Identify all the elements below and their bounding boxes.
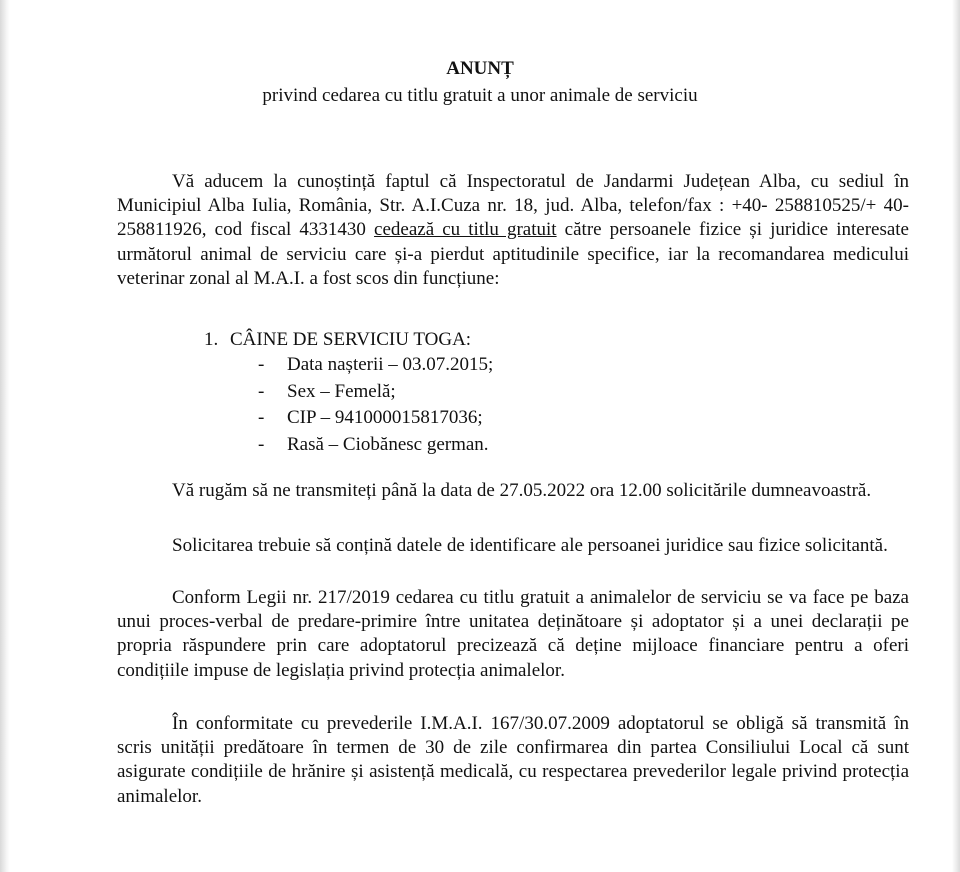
dog-list-heading	[204, 328, 471, 352]
list-item-text: Sex – Femelă;	[287, 380, 396, 402]
document-subtitle: privind cedarea cu titlu gratuit a unor animale de serviciu	[262, 85, 698, 106]
dash-bullet: -	[258, 380, 265, 402]
dog-heading-text: CÂINE DE SERVICIU TOGA:	[230, 329, 472, 350]
page-left-shadow	[0, 0, 10, 872]
dash-bullet: -	[258, 354, 265, 375]
page-right-shadow	[952, 0, 960, 872]
document-title: ANUNȚ	[446, 58, 514, 79]
list-number: 1.	[204, 329, 219, 350]
list-item-breed	[258, 432, 493, 459]
dash-bullet: -	[258, 433, 265, 455]
obligations-paragraph: În conformitate cu prevederile I.M.A.I. 167/30.07.2009 adoptatorul se obligă să transmită în scris unității predătoare în termen de 30 de zile confirmarea din partea Consiliului Local că sunt asigurate condițiile de hrănire și asistență medicală, cu respectarea prevederilor legale privind protecția animalelor.	[117, 713, 909, 807]
list-item-text: CIP – 941000015817036;	[287, 407, 483, 428]
dog-details-list	[258, 352, 493, 458]
law-paragraph: Conform Legii nr. 217/2019 cedarea cu titlu gratuit a animalelor de serviciu se va face pe baza unui proces-verbal de predare-primire între unitatea deținătoare și adoptator și a unei declarații pe propria răspundere prin care adoptatorul precizează că deține mijloace financiare pentru a oferi condițiile impuse de legislația privind protecția animalelor.	[117, 587, 909, 681]
deadline-paragraph: Vă rugăm să ne transmiteți până la data de 27.05.2022 ora 12.00 solicitările dumneavoastră.	[172, 480, 872, 501]
dash-bullet: -	[258, 407, 265, 428]
list-item-sex	[258, 379, 493, 406]
list-item-text: Data nașterii – 03.07.2015;	[287, 354, 494, 375]
request-content-paragraph: Solicitarea trebuie să conțină datele de identificare ale persoanei juridice sau fizice solicitantă.	[172, 535, 888, 556]
list-item-cip	[258, 405, 493, 432]
intro-underlined-text: cedează cu titlu gratuit	[374, 219, 557, 241]
list-item-text: Rasă – Ciobănesc german.	[287, 433, 489, 455]
intro-paragraph	[117, 170, 909, 291]
intro-text-end: către persoanele fizice și juridice interesate următorul animal de serviciu care și-a pierdut aptitudinile specifice, iar la recomandarea medicului veterinar zonal al M.A.I. a fost scos din funcțiune:	[117, 219, 909, 289]
list-item-birth-date	[258, 352, 493, 379]
intro-text-start: Vă aducem la cunoștință faptul că Inspectoratul de Jandarmi Județean Alba, cu sediul în Municipiul Alba Iulia, România, Str. A.I.Cuza nr. 18, jud. Alba, telefon/fax : +40- 258810525/+ 40- 258811926, cod fiscal 4331430	[117, 171, 909, 241]
